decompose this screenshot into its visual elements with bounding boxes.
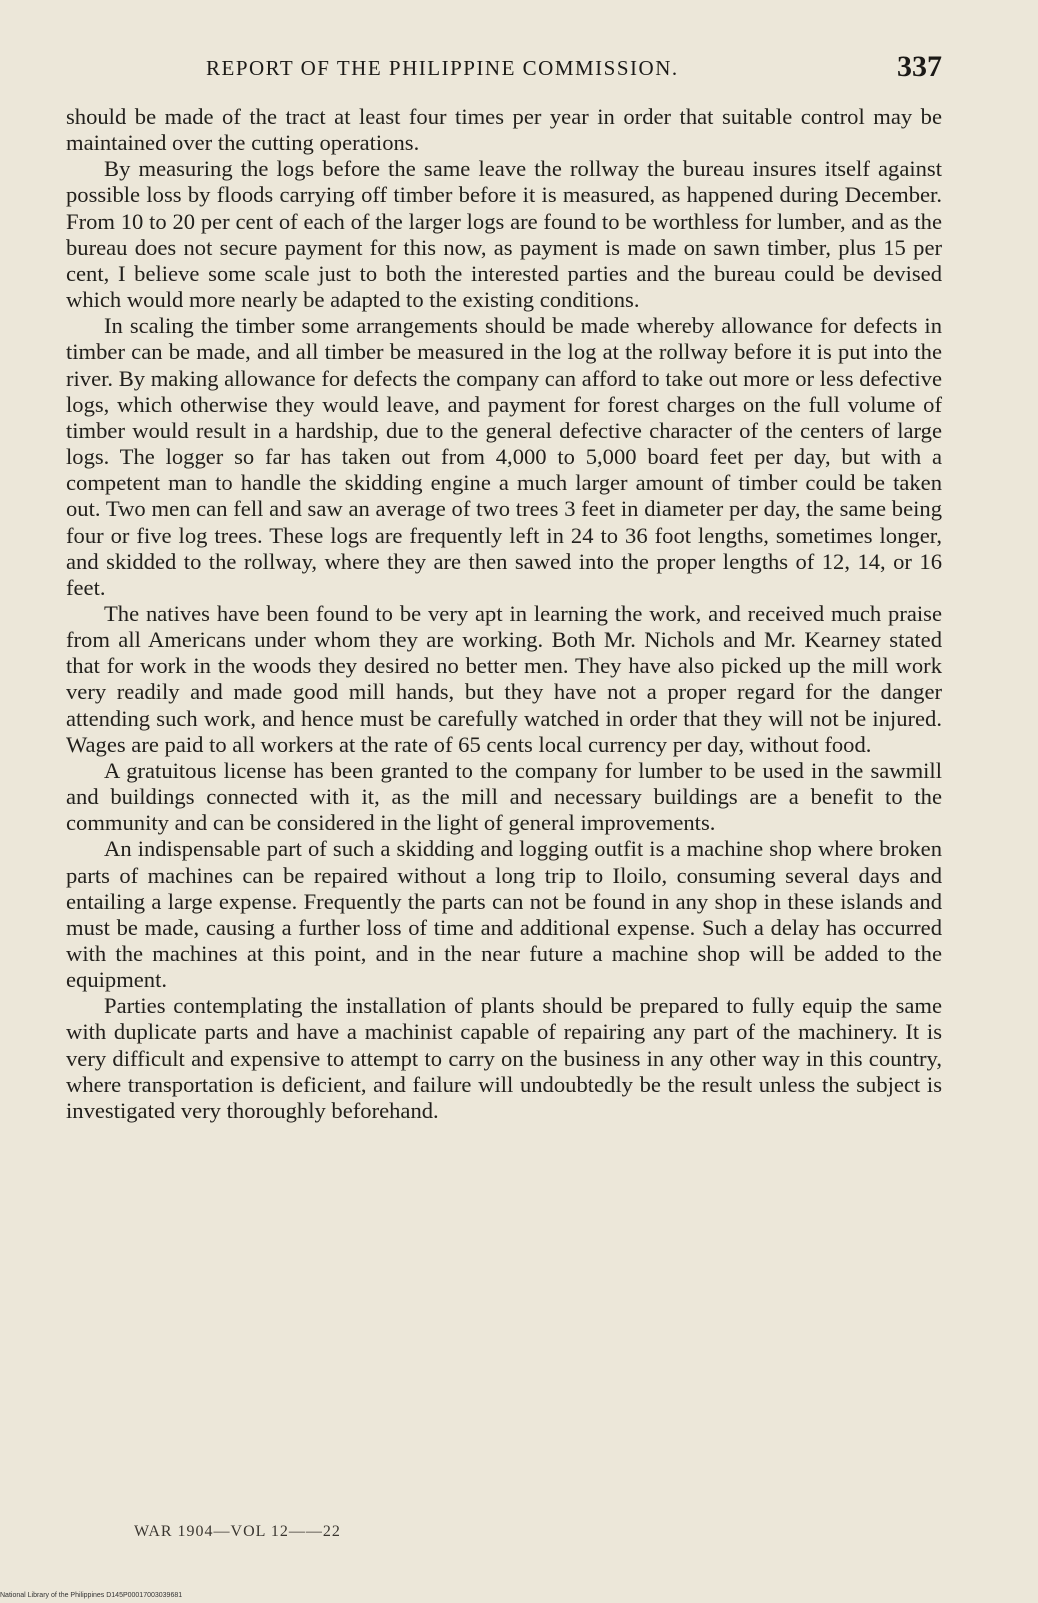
paragraph: The natives have been found to be very apt in learning the work, and received much praise from all Americans under whom they are working. Both Mr. Nichols and Mr. Kearney stated that for work in the woods they desired no better men. They have also picked up the mill work very readily and made good mill hands, but they have not a proper regard for the danger attending such work, and hence must be carefully watched in order that they will not be injured. Wages are paid to all workers at the rate of 65 cents local currency per day, without food. bbox=[66, 600, 942, 757]
paragraph: Parties contemplating the installation of plants should be prepared to fully equip the same with duplicate parts and have a machinist capable of repairing any part of the machinery. It is very difficult and expensive to attempt to carry on the business in any other way in this country, where transportation is deficient, and failure will undoubtedly be the result unless the subject is investigated very thoroughly beforehand. bbox=[66, 993, 942, 1123]
signature-mark: WAR 1904—VOL 12——22 bbox=[134, 1523, 341, 1540]
paragraph: should be made of the tract at least four times per year in order that suitable control may be maintained over the cutting operations. bbox=[66, 104, 942, 156]
paragraph: By measuring the logs before the same leave the rollway the bureau insures itself against possible loss by floods carrying off timber before it is measured, as happened during December. From 10 to 20 per cent of each of the larger logs are found to be worthless for lumber, and as the bureau does not secure payment for this now, as payment is made on sawn timber, plus 15 per cent, I believe some scale just to both the interested parties and the bureau could be devised which would more nearly be adapted to the existing conditions. bbox=[66, 156, 942, 313]
paragraph: In scaling the timber some arrangements should be made whereby allowance for defects in timber can be made, and all timber be measured in the log at the rollway before it is put into the river. By making allowance for defects the company can afford to take out more or less defective logs, which otherwise they would leave, and payment for forest charges on the full volume of timber would result in a hardship, due to the general defective character of the centers of large logs. The logger so far has taken out from 4,000 to 5,000 board feet per day, but with a competent man to handle the skidding engine a much larger amount of timber could be taken out. Two men can fell and saw an average of two trees 3 feet in diameter per day, the same being four or five log trees. These logs are frequently left in 24 to 36 foot lengths, sometimes longer, and skidded to the rollway, where they are then sawed into the proper lengths of 12, 14, or 16 feet. bbox=[66, 313, 943, 600]
body-text bbox=[66, 104, 942, 1124]
running-head: REPORT OF THE PHILIPPINE COMMISSION. bbox=[206, 56, 679, 80]
paragraph: An indispensable part of such a skidding and logging outfit is a machine shop where broken parts of machines can be repaired without a long trip to Iloilo, consuming several days and entailing a large expense. Frequently the parts can not be found in any shop in these islands and must be made, causing a further loss of time and additional expense. Such a delay has occurred with the machines at this point, and in the near future a machine shop will be added to the equipment. bbox=[66, 836, 942, 993]
page-number: 337 bbox=[897, 50, 942, 83]
footer-credit: National Library of the Philippines D145P00017003039681 bbox=[0, 1592, 183, 1599]
paragraph: A gratuitous license has been granted to the company for lumber to be used in the sawmill and buildings connected with it, as the mill and necessary buildings are a benefit to the community and can be considered in the light of general improvements. bbox=[66, 757, 942, 836]
page-header bbox=[206, 50, 942, 90]
